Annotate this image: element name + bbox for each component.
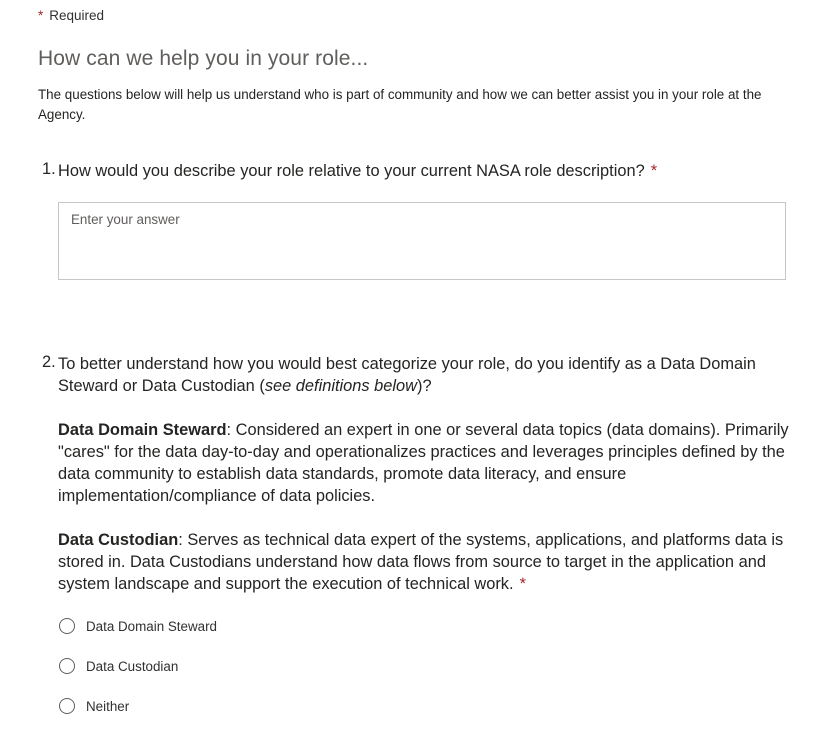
question-1-required-star-icon: * <box>650 162 658 180</box>
option-label: Neither <box>86 698 130 714</box>
definition-text: : Considered an expert in one or several data topics (data domains). Primarily "cares" for the data day-to-day and operationalizes practices and leverages principles defined by the data community to establish data standards, promote data literacy, and ensure implementation/compliance of data policies. <box>58 421 789 505</box>
radio-button[interactable] <box>59 618 75 634</box>
required-note <box>38 8 104 23</box>
definition-data-domain-steward <box>58 419 793 507</box>
question-1-text: How would you describe your role relative to your current NASA role description? <box>58 162 645 180</box>
question-2-title <box>58 353 793 595</box>
section-description: The questions below will help us understand who is part of community and how we can better assist you in your role at the Agency. <box>38 87 762 122</box>
definition-text: : Serves as technical data expert of the systems, applications, and platforms data is stored in. Data Custodians understand how data flows from source to target in the application and system landscape and support the execution of technical work. <box>58 531 784 593</box>
question-2-intro-italic: see definitions below <box>264 377 417 395</box>
question-1-number: 1. <box>42 160 56 178</box>
question-2-intro-end: )? <box>416 377 432 395</box>
option-data-custodian[interactable] <box>58 655 178 677</box>
radio-button[interactable] <box>59 698 75 714</box>
definition-data-custodian <box>58 529 793 595</box>
question-2-number: 2. <box>42 353 56 371</box>
required-label: Required <box>49 8 105 23</box>
option-neither[interactable] <box>58 695 129 717</box>
radio-button[interactable] <box>59 658 75 674</box>
section-title: How can we help you in your role... <box>38 47 369 70</box>
definition-term: Data Domain Steward <box>58 421 227 439</box>
question-2-required-star-icon: * <box>519 575 526 593</box>
question-2-intro <box>58 353 793 397</box>
option-data-domain-steward[interactable] <box>58 615 217 637</box>
option-label: Data Custodian <box>86 658 179 674</box>
definition-term: Data Custodian <box>58 531 179 549</box>
question-1-title <box>58 160 798 182</box>
question-2-intro-text: To better understand how you would best categorize your role, do you identify as a Data Domain Steward or Data Custodian ( <box>58 355 756 395</box>
required-star-icon: * <box>38 8 44 23</box>
option-label: Data Domain Steward <box>86 618 217 634</box>
question-1-answer-input[interactable] <box>58 202 786 280</box>
